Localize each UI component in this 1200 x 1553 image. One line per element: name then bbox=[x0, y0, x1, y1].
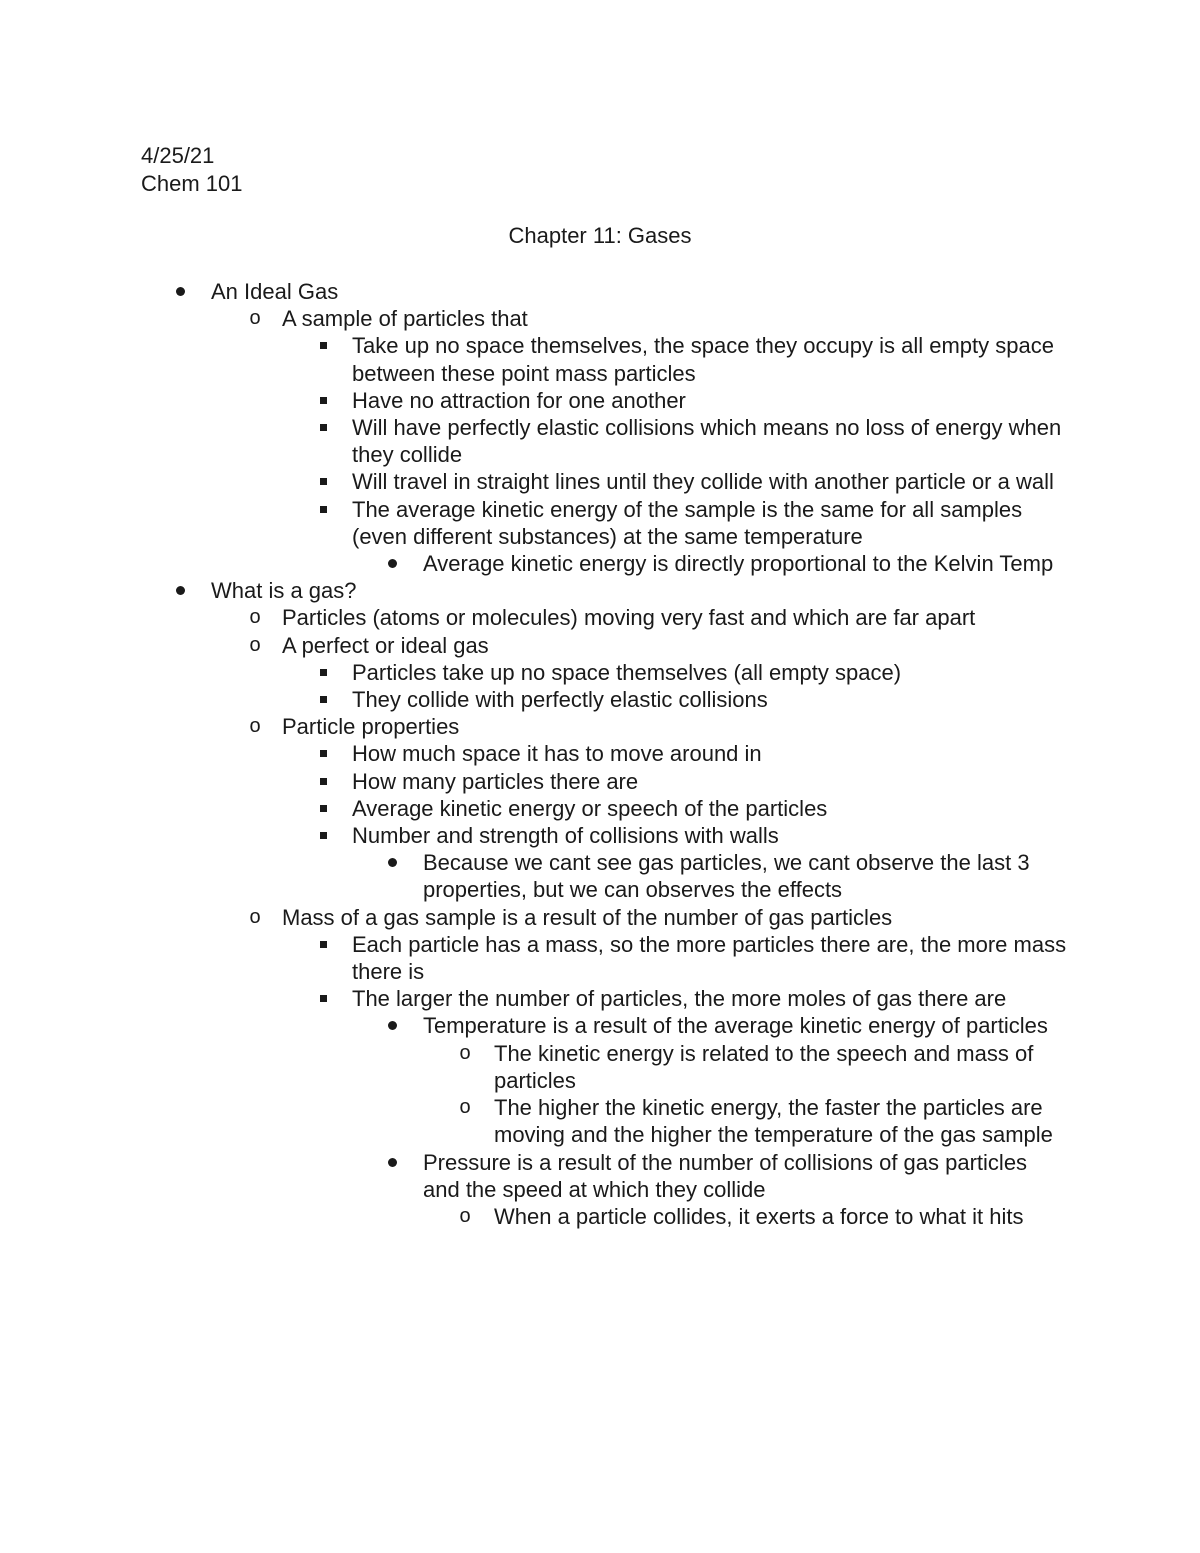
outline-item-text: Take up no space themselves, the space they occupy is all empty space between these point mass particles bbox=[352, 333, 1054, 386]
circle-bullet-icon: o bbox=[459, 1096, 471, 1119]
outline-item bbox=[0, 849, 1200, 903]
outline-item-text: Pressure is a result of the number of collisions of gas particles and the speed at which they collide bbox=[423, 1149, 1028, 1202]
outline-item bbox=[0, 1094, 1200, 1148]
outline-item-text: Mass of a gas sample is a result of the number of gas particles bbox=[282, 904, 893, 930]
course-name: Chem 101 bbox=[141, 171, 243, 196]
outline-item-text: What is a gas? bbox=[211, 578, 357, 604]
chapter-title: Chapter 11: Gases bbox=[508, 223, 692, 248]
circle-bullet-icon: o bbox=[249, 715, 261, 738]
outline-item-text: Average kinetic energy or speech of the particles bbox=[352, 795, 828, 821]
outline-item bbox=[0, 496, 1200, 550]
outline-item bbox=[0, 985, 1200, 1012]
note-date: 4/25/21 bbox=[141, 143, 215, 168]
document-header bbox=[141, 142, 243, 198]
outline-item-text: Particle properties bbox=[282, 714, 460, 740]
outline-item bbox=[0, 604, 1200, 631]
outline-item bbox=[0, 659, 1200, 686]
outline-item bbox=[0, 1040, 1200, 1094]
outline-item bbox=[0, 822, 1200, 849]
outline-item-text: A sample of particles that bbox=[282, 306, 528, 332]
outline-item bbox=[0, 1203, 1200, 1230]
outline-item-text: Have no attraction for one another bbox=[352, 387, 686, 413]
circle-bullet-icon: o bbox=[249, 633, 261, 656]
circle-bullet-icon: o bbox=[459, 1041, 471, 1064]
outline-item-text: Average kinetic energy is directly proportional to the Kelvin Temp bbox=[423, 551, 1054, 577]
circle-bullet-icon: o bbox=[459, 1204, 471, 1227]
outline-item-text: Particles take up no space themselves (all empty space) bbox=[352, 659, 902, 685]
outline-item-text: How many particles there are bbox=[352, 768, 639, 794]
outline-item-text: Because we cant see gas particles, we cant observe the last 3 properties, but we can observes the effects bbox=[423, 850, 1030, 903]
outline-item bbox=[0, 931, 1200, 985]
outline-item bbox=[0, 1149, 1200, 1203]
outline-item bbox=[0, 686, 1200, 713]
outline-item-text: Will have perfectly elastic collisions which means no loss of energy when they collide bbox=[352, 415, 1062, 468]
circle-bullet-icon: o bbox=[249, 606, 261, 629]
outline-item bbox=[0, 904, 1200, 931]
outline-item-text: Number and strength of collisions with walls bbox=[352, 823, 779, 849]
outline-item bbox=[0, 577, 1200, 604]
outline-item-text: A perfect or ideal gas bbox=[282, 632, 489, 658]
outline-item-text: Will travel in straight lines until they collide with another particle or a wall bbox=[352, 469, 1054, 495]
notes-outline bbox=[0, 278, 1200, 1230]
outline-item-text: Each particle has a mass, so the more particles there are, the more mass there is bbox=[352, 931, 1067, 985]
circle-bullet-icon: o bbox=[249, 905, 261, 928]
outline-item-text: The higher the kinetic energy, the faster the particles are moving and the higher the temperature of the gas sample bbox=[494, 1095, 1053, 1148]
outline-item-text: When a particle collides, it exerts a force to what it hits bbox=[494, 1203, 1024, 1229]
outline-item bbox=[0, 713, 1200, 740]
outline-item bbox=[0, 278, 1200, 305]
outline-item bbox=[0, 1012, 1200, 1039]
outline-item-text: Particles (atoms or molecules) moving very fast and which are far apart bbox=[282, 605, 976, 631]
circle-bullet-icon: o bbox=[249, 307, 261, 330]
outline-item bbox=[0, 795, 1200, 822]
outline-item-text: The average kinetic energy of the sample is the same for all samples (even different substances) at the same temperature bbox=[352, 496, 1023, 549]
outline-item bbox=[0, 468, 1200, 495]
outline-item bbox=[0, 305, 1200, 332]
outline-item-text: The kinetic energy is related to the speech and mass of particles bbox=[494, 1040, 1034, 1093]
outline-item bbox=[0, 387, 1200, 414]
outline-item-text: They collide with perfectly elastic collisions bbox=[352, 687, 768, 713]
outline-item-text: How much space it has to move around in bbox=[352, 741, 762, 767]
outline-item bbox=[0, 550, 1200, 577]
outline-item-text: Temperature is a result of the average kinetic energy of particles bbox=[423, 1013, 1048, 1039]
outline-item bbox=[0, 414, 1200, 468]
outline-item bbox=[0, 632, 1200, 659]
outline-item-text: The larger the number of particles, the more moles of gas there are bbox=[352, 986, 1007, 1012]
outline-item bbox=[0, 332, 1200, 386]
outline-item bbox=[0, 740, 1200, 767]
outline-item-text: An Ideal Gas bbox=[211, 279, 339, 304]
outline-item bbox=[0, 768, 1200, 795]
